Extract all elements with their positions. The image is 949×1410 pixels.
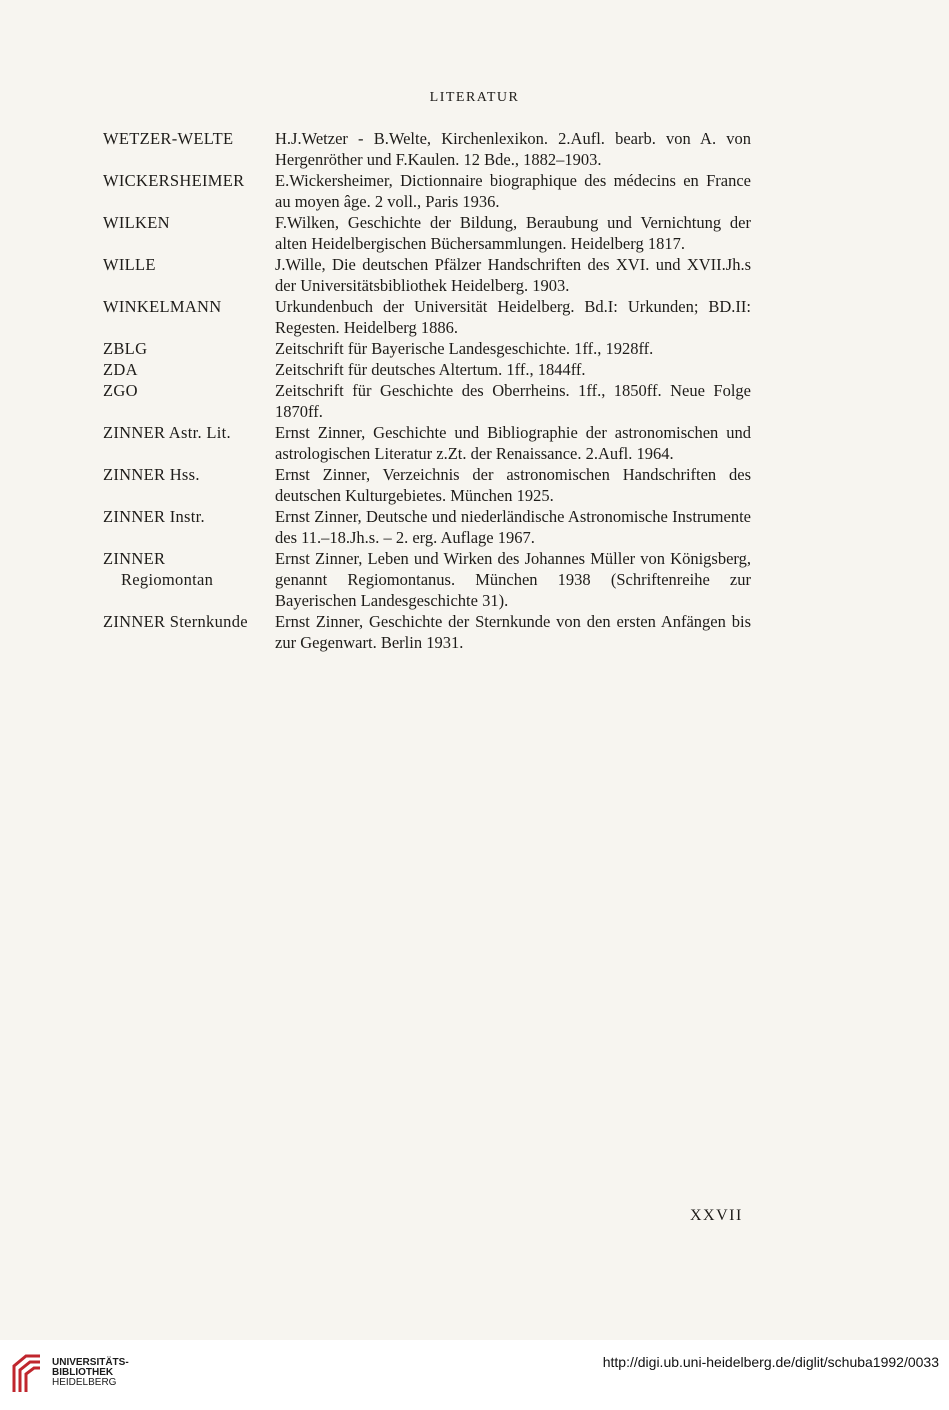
bibliography-entry: [103, 548, 751, 611]
entry-abbreviation: ZINNER Regiomontan: [103, 548, 275, 611]
entry-description: Ernst Zinner, Leben und Wirken des Johannes Müller von Königsberg, genannt Regiomontanus. München 1938 (Schriftenreihe zur Bayerischen Landesgeschichte 31).: [275, 549, 751, 610]
entry-description: Ernst Zinner, Geschichte und Bibliographie der astronomischen und astrologischen Literatur z.Zt. der Renaissance. 2.Aufl. 1964.: [275, 423, 751, 463]
entry-abbreviation: ZDA: [103, 360, 138, 379]
library-logo-icon: [10, 1352, 44, 1396]
entry-abbreviation: WICKERSHEIMER: [103, 171, 245, 190]
entry-description: Zeitschrift für Bayerische Landesgeschichte. 1ff., 1928ff.: [275, 339, 654, 358]
entry-description: Ernst Zinner, Deutsche und niederländische Astronomische Instrumente des 11.–18.Jh.s. – 2. erg. Auflage 1967.: [275, 507, 751, 547]
viewer-footer: [0, 1340, 949, 1410]
entry-description: Ernst Zinner, Verzeichnis der astronomischen Handschriften des deutschen Kulturgebietes. München 1925.: [275, 465, 751, 505]
bibliography-entry: [103, 611, 751, 653]
bibliography-entry: [103, 170, 751, 212]
entry-description: H.J.Wetzer - B.Welte, Kirchenlexikon. 2.Aufl. bearb. von A. von Hergenröther und F.Kaulen. 12 Bde., 1882–1903.: [275, 129, 751, 169]
entry-description: Zeitschrift für Geschichte des Oberrheins. 1ff., 1850ff. Neue Folge 1870ff.: [275, 381, 751, 421]
bibliography-entry: [103, 338, 751, 359]
entry-abbreviation-sub: Regiomontan: [121, 570, 214, 589]
running-head: LITERATUR: [429, 90, 520, 105]
bibliography-entry: [103, 422, 751, 464]
entry-abbreviation: WINKELMANN: [103, 297, 222, 316]
entry-abbreviation: WILKEN: [103, 213, 170, 232]
logo-line: HEIDELBERG: [52, 1377, 117, 1388]
entry-abbreviation: WETZER-WELTE: [103, 129, 234, 148]
entry-description: Urkundenbuch der Universität Heidelberg. Bd.I: Urkunden; BD.II: Regesten. Heidelberg 1886.: [275, 297, 751, 337]
entry-abbreviation: ZBLG: [103, 339, 148, 358]
bibliography-entry: [103, 506, 751, 548]
entry-description: F.Wilken, Geschichte der Bildung, Beraubung und Vernichtung der alten Heidelbergischen Büchersammlungen. Heidelberg 1817.: [275, 213, 751, 253]
entry-description: J.Wille, Die deutschen Pfälzer Handschriften des XVI. und XVII.Jh.s der Universitätsbibliothek Heidelberg. 1903.: [275, 255, 751, 295]
entry-abbreviation: ZINNER Astr. Lit.: [103, 423, 231, 442]
entry-abbreviation: ZGO: [103, 381, 138, 400]
entry-abbreviation: WILLE: [103, 255, 156, 274]
entry-description: Zeitschrift für deutsches Altertum. 1ff., 1844ff.: [275, 360, 586, 379]
entry-abbreviation: ZINNER Sternkunde: [103, 612, 248, 631]
bibliography-entry: [103, 380, 751, 422]
logo-line: UNIVERSITÄTS-: [52, 1357, 129, 1368]
page-number: XXVII: [690, 1207, 743, 1224]
entry-description: Ernst Zinner, Geschichte der Sternkunde von den ersten Anfängen bis zur Gegenwart. Berlin 1931.: [275, 612, 751, 652]
bibliography-entry: [103, 254, 751, 296]
entry-abbreviation: ZINNER Instr.: [103, 507, 205, 526]
library-logo-text: [52, 1358, 129, 1388]
bibliography-entry: [103, 464, 751, 506]
permalink-url[interactable]: http://digi.ub.uni-heidelberg.de/diglit/schuba1992/0033: [602, 1354, 939, 1370]
entry-abbreviation: ZINNER Hss.: [103, 465, 200, 484]
bibliography-entry: [103, 212, 751, 254]
logo-line: BIBLIOTHEK: [52, 1367, 114, 1378]
bibliography-list: [103, 128, 751, 653]
bibliography-entry: [103, 359, 751, 380]
entry-description: E.Wickersheimer, Dictionnaire biographique des médecins en France au moyen âge. 2 voll., Paris 1936.: [275, 171, 751, 211]
bibliography-entry: [103, 296, 751, 338]
bibliography-entry: [103, 128, 751, 170]
